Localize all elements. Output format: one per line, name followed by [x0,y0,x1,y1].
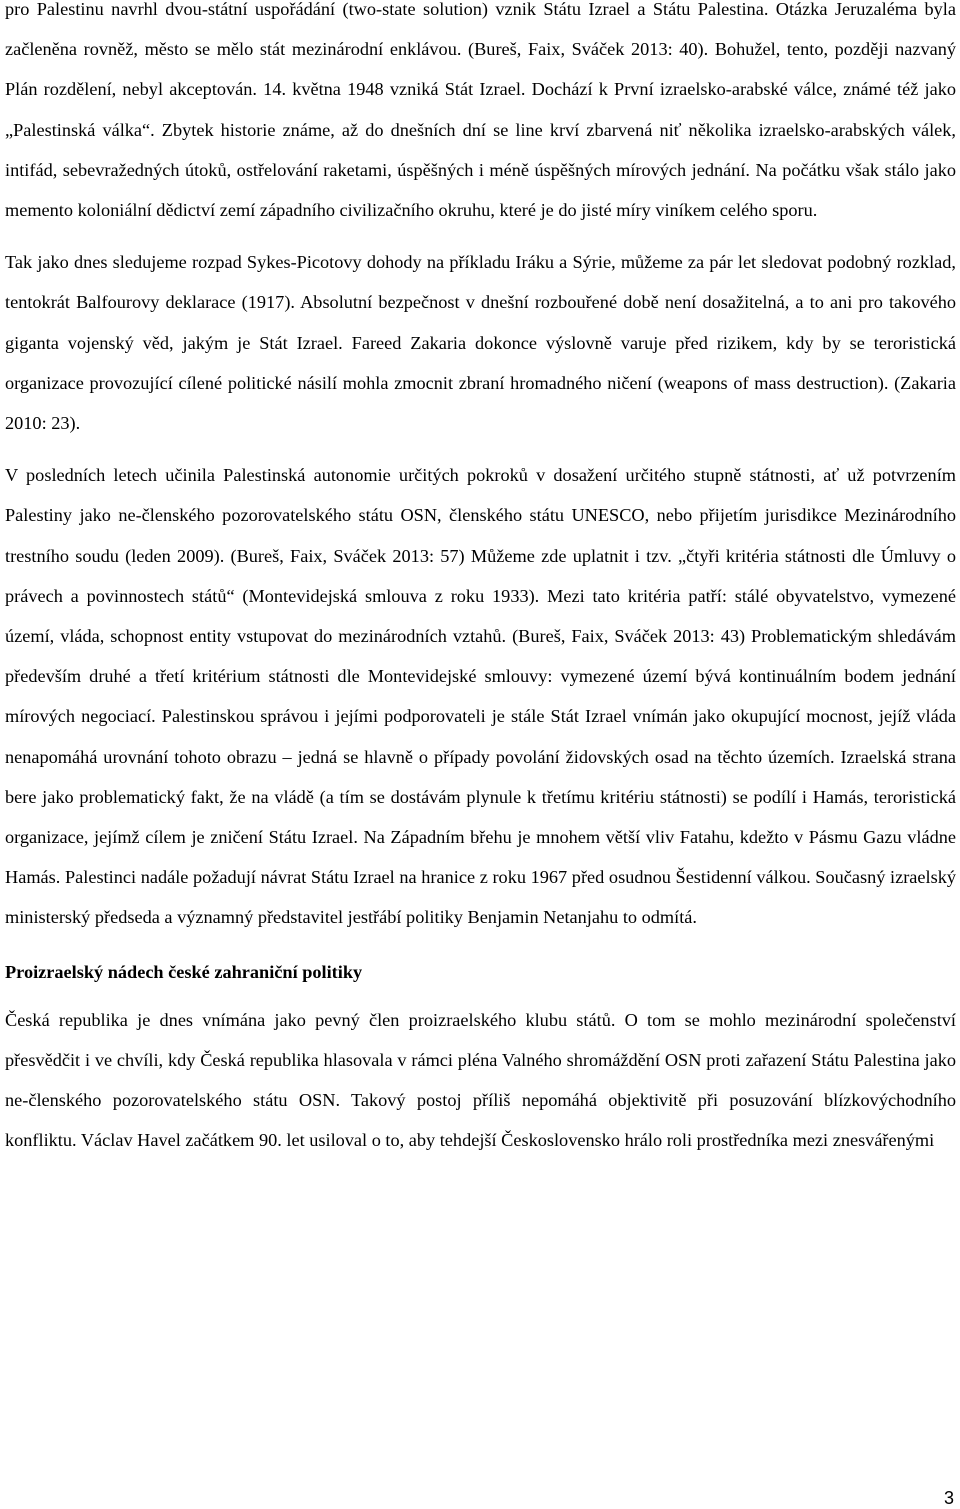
body-paragraph-4: Česká republika je dnes vnímána jako pevný člen proizraelského klubu států. O tom se mohlo mezinárodní společenství přesvědčit i ve chvíli, kdy Česká republika hlasovala v rámci pléna Valného shromáždění OSN proti zařazení Státu Palestina jako ne-členského pozorovatelského státu OSN. Takový postoj příliš nepomáhá objektivitě při posuzování blízkovýchodního konfliktu. Václav Havel začátkem 90. let usiloval o to, aby tehdejší Československo hrálo roli prostředníka mezi znesvářenými [5,1009,956,1151]
page-number: 3 [943,1488,954,1508]
body-paragraph-1: pro Palestinu navrhl dvou-státní uspořádání (two-state solution) vznik Státu Izrael a Státu Palestina. Otázka Jeruzaléma byla začleněna rovněž, město se mělo stát mezinárodní enklávou. (Bureš, Faix, Sváček 2013: 40). Bohužel, tento, později nazvaný Plán rozdělení, nebyl akceptován. 14. května 1948 vzniká Stát Izrael. Dochází k První izraelsko-arabské válce, známé též jako „Palestinská válka“. Zbytek historie známe, až do dnešních dní se line krví zbarvená niť několika izraelsko-arabských válek, intifád, sebevražedných útoků, ostřelování raketami, úspěšných i méně úspěšných mírových jednání. Na počátku však stálo jako memento koloniální dědictví zemí západního civilizačního okruhu, které je do jisté míry viníkem celého sporu. [5,0,956,221]
body-paragraph-3: V posledních letech učinila Palestinská autonomie určitých pokroků v dosažení určitého stupně státnosti, ať už potvrzením Palestiny jako ne-členského pozorovatelského státu OSN, členského státu UNESCO, nebo přijetím jurisdikce Mezinárodního trestního soudu (leden 2009). (Bureš, Faix, Sváček 2013: 57) Můžeme zde uplatnit i tzv. „čtyři kritéria státnosti dle Úmluvy o právech a povinnostech států“ (Montevidejská smlouva z roku 1933). Mezi tato kritéria patří: stálé obyvatelstvo, vymezené území, vláda, schopnost entity vstupovat do mezinárodních vztahů. (Bureš, Faix, Sváček 2013: 43) Problematickým shledávám především druhé a třetí kritérium státnosti dle Montevidejské smlouvy: vymezené území bývá kontinuálním bodem jednání mírových negociací. Palestinskou správou i jejími podporovateli je stále Stát Izrael vnímán jako okupující mocnost, jejíž vláda nenapomáhá urovnání tohoto obrazu – jedná se hlavně o případy povolání židovských osad na těchto územích. Izraelská strana bere jako problematický fakt, že na vládě (a tím se dostávám plynule k třetímu kritériu státnosti) se podílí i Hamás, teroristická organizace, jejímž cílem je zničení Státu Izrael. Na Západním břehu je mnohem větší vliv Fatahu, kdežto v Pásmu Gazu vládne Hamás. Palestinci nadále požadují návrat Státu Izrael na hranice z roku 1967 před osudnou Šestidenní válkou. Současný izraelský ministerský předseda a významný představitel jestřábí politiky Benjamin Netanjahu to odmítá. [5,465,956,928]
body-paragraph-2: Tak jako dnes sledujeme rozpad Sykes-Picotovy dohody na příkladu Iráku a Sýrie, můžeme za pár let sledovat podobný rozklad, tentokrát Balfourovy deklarace (1917). Absolutní bezpečnost v dnešní rozbouřené době není dosažitelná, a to ani pro takového giganta vojenský věd, jakým je Stát Izrael. Fareed Zakaria dokonce výslovně varuje před rizikem, kdy by se teroristická organizace provozující cílené politické násilí mohla zmocnit zbraní hromadného ničení (weapons of mass destruction). (Zakaria 2010: 23). [5,252,956,434]
document-page [5,0,956,1161]
section-heading: Proizraelský nádech české zahraniční politiky [5,961,363,982]
